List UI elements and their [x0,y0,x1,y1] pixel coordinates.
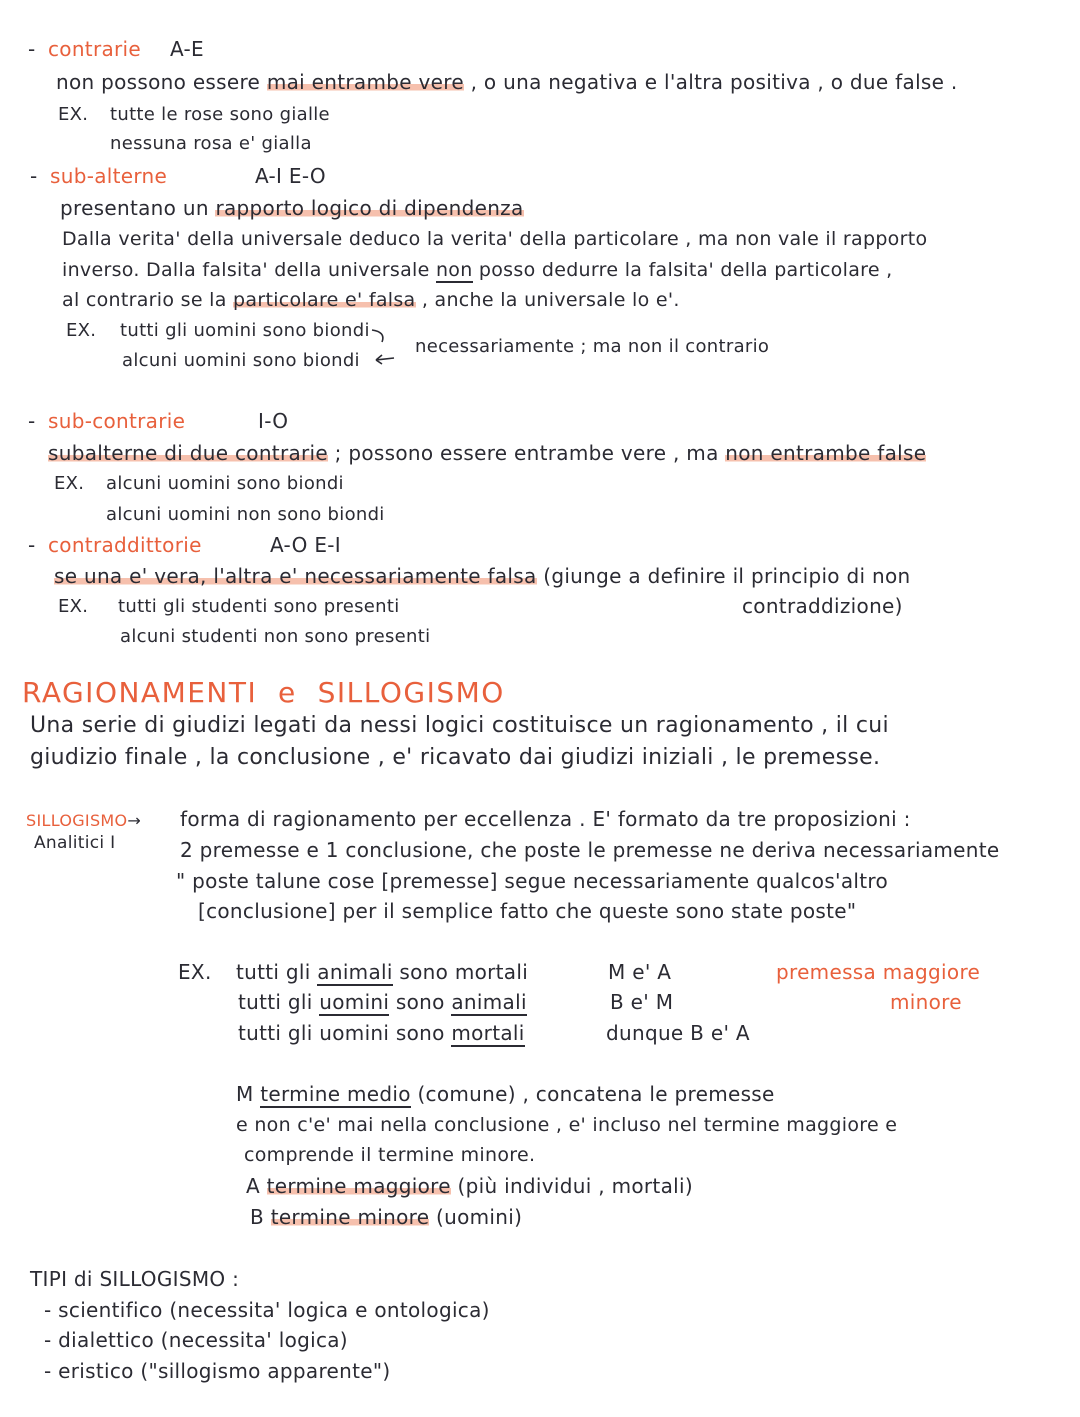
subalterne-text-3: al contrario se la particolare e' falsa , anche la universale lo e'. [62,289,680,311]
contrarie-example-2: nessuna rosa e' gialla [110,133,312,154]
conclusion: tutti gli uomini sono mortali [238,1021,525,1045]
subalterne-definition: presentano un rapporto logico di dipendenza [60,196,524,220]
section-title: RAGIONAMENTI e SILLOGISMO [22,676,505,709]
contraddittorie-heading: contraddittorie [48,533,202,557]
premessa-maggiore: premessa maggiore [776,960,981,984]
example-label: EX. [178,960,212,984]
example-label: EX. [66,320,97,341]
contraddittorie-example-2: alcuni studenti non sono presenti [120,626,431,647]
example-label: EX. [54,473,85,494]
contrarie-code: A-E [170,37,204,61]
tipi-item: - eristico ("sillogismo apparente") [44,1359,391,1383]
contraddittorie-example-1: tutti gli studenti sono presenti [118,596,400,617]
bullet-dash: - [28,533,36,557]
sillogismo-text-2: 2 premesse e 1 conclusione, che poste le premesse ne deriva necessariamente [180,838,1000,862]
contraddittorie-definition-cont: contraddizione) [742,594,903,618]
termine-medio-text-1: e non c'e' mai nella conclusione , e' incluso nel termine maggiore e [236,1114,898,1136]
subcontrarie-heading: sub-contrarie [48,409,186,433]
subcontrarie-code: I-O [258,409,289,433]
curved-arrow-icon [370,322,410,366]
subalterne-heading: sub-alterne [50,164,168,188]
tipi-title: TIPI di SILLOGISMO : [30,1267,240,1291]
premessa-minore: minore [890,990,962,1014]
subalterne-text-1: Dalla verita' della universale deduco la verita' della particolare , ma non vale il rapporto [62,228,928,250]
example-label: EX. [58,596,89,617]
subcontrarie-example-2: alcuni uomini non sono biondi [106,504,385,525]
sillogismo-label: SILLOGISMO→ [26,811,142,830]
formula-2: B e' M [610,990,674,1014]
contrarie-example-1: tutte le rose sono gialle [110,104,330,125]
bullet-dash: - [30,164,38,188]
sillogismo-quote-2: [conclusione] per il semplice fatto che queste sono state poste" [198,899,857,923]
contraddittorie-definition: se una e' vera, l'altra e' necessariamente falsa (giunge a definire il principio di non [54,564,911,588]
formula-3: dunque B e' A [606,1021,750,1045]
termine-minore-note: B termine minore (uomini) [250,1205,523,1229]
sillogismo-text-1: forma di ragionamento per eccellenza . E' formato da tre proposizioni : [180,807,911,831]
subcontrarie-definition: subalterne di due contrarie ; possono essere entrambe vere , ma non entrambe false [48,441,927,465]
example-label: EX. [58,104,89,125]
subalterne-code: A-I E-O [255,164,326,188]
subalterne-note: necessariamente ; ma non il contrario [415,336,770,357]
tipi-item: - scientifico (necessita' logica e ontologica) [44,1298,490,1322]
ragionamenti-text-1: Una serie di giudizi legati da nessi logici costituisce un ragionamento , il cui [30,713,889,738]
sillogismo-quote-1: " poste talune cose [premesse] segue necessariamente qualcos'altro [176,869,889,893]
bullet-dash: - [28,37,36,61]
premise-1: tutti gli animali sono mortali [236,960,529,984]
termine-medio-text-2: comprende il termine minore. [244,1144,536,1166]
contrarie-heading: contrarie [48,37,142,61]
subcontrarie-example-1: alcuni uomini sono biondi [106,473,344,494]
termine-maggiore-note: A termine maggiore (più individui , mortali) [246,1174,693,1198]
ragionamenti-text-2: giudizio finale , la conclusione , e' ricavato dai giudizi iniziali , le premesse. [30,745,881,770]
subalterne-text-2: inverso. Dalla falsita' della universale non posso dedurre la falsita' della particolare , [62,259,893,281]
contrarie-definition: non possono essere mai entrambe vere , o una negativa e l'altra positiva , o due false . [56,70,958,94]
premise-2: tutti gli uomini sono animali [238,990,527,1014]
sillogismo-sublabel: Analitici I [34,833,116,853]
bullet-dash: - [28,409,36,433]
tipi-item: - dialettico (necessita' logica) [44,1328,348,1352]
subalterne-example-1: tutti gli uomini sono biondi [120,320,370,341]
contraddittorie-code: A-O E-I [270,533,341,557]
termine-medio-note: M termine medio (comune) , concatena le premesse [236,1082,775,1106]
subalterne-example-2: alcuni uomini sono biondi [122,350,360,371]
formula-1: M e' A [608,960,672,984]
